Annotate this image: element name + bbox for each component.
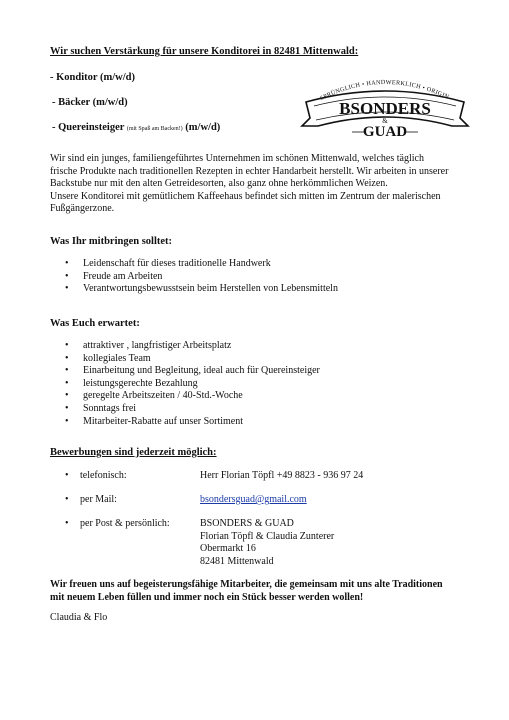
job-konditor: - Konditor (m/w/d) — [50, 72, 135, 83]
email-link[interactable]: bsondersguad@gmail.com — [200, 494, 307, 505]
address-line: Florian Töpfl & Claudia Zunterer — [200, 530, 335, 542]
intro-line: Unsere Konditorei mit gemütlichem Kaffeehaus befindet sich mitten im Zentrum der malerischen — [50, 190, 441, 202]
page-title: Wir suchen Verstärkung für unsere Konditorei in 82481 Mittenwald: — [50, 46, 359, 57]
job-baecker: - Bäcker (m/w/d) — [52, 97, 128, 108]
phone-value: Herr Florian Töpfl +49 8823 - 936 97 24 — [200, 470, 364, 481]
closing-statement — [50, 578, 490, 604]
bring-list — [65, 258, 338, 296]
job-quereinsteiger-label: - Quereinsteiger — [52, 122, 125, 133]
logo-name: BSONDERS — [339, 99, 431, 118]
list-item: • leistungsgerechte Bezahlung — [65, 378, 320, 391]
address-line: BSONDERS & GUAD — [200, 518, 294, 529]
mail-label: per Mail: — [80, 494, 117, 505]
expect-list — [65, 340, 320, 428]
closing-line: mit neuem Leben füllen und immer noch ein Stück besser werden wollen! — [50, 592, 364, 603]
intro-line: Fußgängerzone. — [50, 203, 115, 214]
intro-line: frische Produkte nach traditionellen Rezepten in echter Handarbeit herstellt. Wir arbeiten in unserer — [50, 165, 449, 177]
address-line: 82481 Mittenwald — [200, 555, 274, 567]
list-item: • geregelte Arbeitszeiten / 40-Std.-Woche — [65, 390, 320, 403]
expect-heading: Was Euch erwartet: — [50, 318, 140, 329]
list-item: • kollegiales Team — [65, 353, 320, 366]
list-item: • Leidenschaft für dieses traditionelle Handwerk — [65, 258, 338, 271]
list-item: • Verantwortungsbewusstsein beim Herstellen von Lebensmitteln — [65, 283, 338, 296]
list-item: • Sonntags frei — [65, 403, 320, 416]
closing-line: Wir freuen uns auf begeisterungsfähige Mitarbeiter, die gemeinsam mit uns alte Traditionen — [50, 579, 443, 590]
intro-line: Backstube nur mit den alten Getreidesorten, also ganz ohne herkömmlichen Weizen. — [50, 178, 388, 189]
address-line: Obermarkt 16 — [200, 543, 256, 555]
list-item: • Mitarbeiter-Rabatte auf unser Sortiment — [65, 416, 320, 429]
intro-line: Wir sind ein junges, familiengeführtes Unternehmen im schönen Mittenwald, welches täglich — [50, 153, 424, 164]
list-item: • Einarbeitung und Begleitung, ideal auch für Quereinsteiger — [65, 365, 320, 378]
intro-paragraph — [50, 153, 470, 216]
bullet: • — [65, 470, 69, 481]
logo-name2: GUAD — [362, 124, 408, 140]
list-item: • Freude am Arbeiten — [65, 271, 338, 284]
job-quereinsteiger-note: (mit Spaß am Backen!) — [126, 126, 183, 132]
job-quereinsteiger-suffix: (m/w/d) — [185, 122, 221, 133]
post-address — [200, 518, 334, 568]
logo-arc-text: SPRÜNGLICH • HANDWERKLICH • ORIGIN — [318, 78, 451, 103]
bring-heading: Was Ihr mitbringen solltet: — [50, 236, 173, 247]
phone-label: telefonisch: — [80, 470, 127, 481]
bullet: • — [65, 494, 69, 505]
apply-heading: Bewerbungen sind jederzeit möglich: — [50, 447, 217, 458]
signature: Claudia & Flo — [50, 612, 108, 623]
post-label: per Post & persönlich: — [80, 518, 170, 529]
bullet: • — [65, 518, 69, 529]
job-quereinsteiger — [52, 122, 220, 133]
list-item: • attraktiver , langfristiger Arbeitsplatz — [65, 340, 320, 353]
bsonders-guad-logo — [300, 60, 470, 145]
logo-amp: & — [382, 117, 388, 125]
